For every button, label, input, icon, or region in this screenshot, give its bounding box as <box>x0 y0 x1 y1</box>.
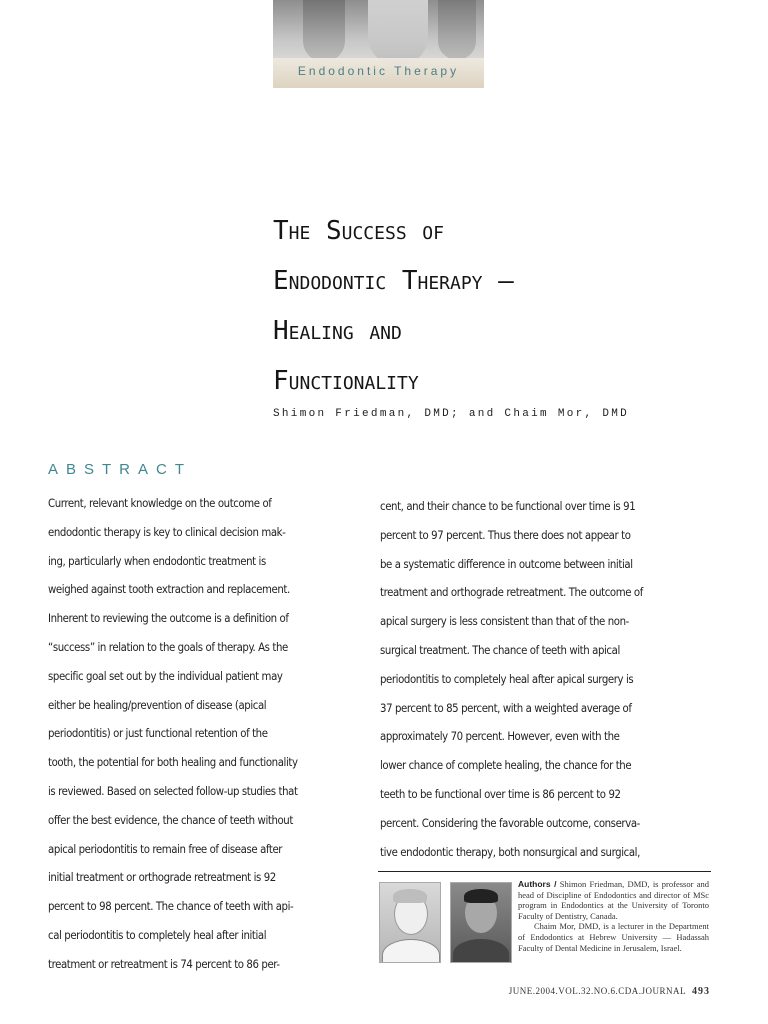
portrait-shoulders <box>382 939 440 963</box>
abstract-heading: ABSTRACT <box>48 461 193 478</box>
text-line: offer the best evidence, the chance of teeth without <box>48 813 293 827</box>
bio-text-friedman: Shimon Friedman, DMD, is professor and head of Discipline of Endodontics and director of MSc program in Endodontics at the University of Toronto Faculty of Dentistry, Canada. <box>518 879 709 921</box>
text-line: tooth, the potential for both healing and functionality <box>48 756 298 770</box>
text-line: either be healing/prevention of disease (apical <box>48 698 267 712</box>
text-line: periodontitis to completely heal after apical surgery is <box>380 672 634 686</box>
author-byline: Shimon Friedman, DMD; and Chaim Mor, DMD <box>273 408 630 420</box>
text-line: percent to 98 percent. The chance of teeth with api- <box>48 900 294 914</box>
portrait-hair <box>393 889 427 903</box>
text-line: teeth to be functional over time is 86 percent to 92 <box>380 787 621 801</box>
text-line: apical periodontitis to remain free of disease after <box>48 842 283 856</box>
text-line: initial treatment or orthograde retreatment is 92 <box>48 871 276 885</box>
page-footer <box>470 986 710 997</box>
text-line: specific goal set out by the individual patient may <box>48 669 283 683</box>
text-line: apical surgery is less consistent than that of the non- <box>380 615 629 629</box>
journal-citation: JUNE.2004.VOL.32.NO.6.CDA.JOURNAL <box>508 986 686 996</box>
portrait-hair <box>464 889 498 903</box>
text-line: Inherent to reviewing the outcome is a definition of <box>48 612 289 626</box>
text-line: cal periodontitis to completely heal after initial <box>48 928 267 942</box>
abstract-right-column <box>380 500 710 874</box>
title-line: Endodontic Therapy — <box>273 266 514 296</box>
text-line: percent to 97 percent. Thus there does not appear to <box>380 528 631 542</box>
portrait-shoulders <box>453 939 509 963</box>
text-line: “success” in relation to the goals of therapy. As the <box>48 640 288 654</box>
text-line: be a systematic difference in outcome between initial <box>380 557 633 571</box>
text-line: treatment or retreatment is 74 percent to 86 per- <box>48 957 280 971</box>
section-label: Endodontic Therapy <box>297 64 460 78</box>
section-banner <box>273 0 484 88</box>
xray-image-shape <box>368 0 428 66</box>
author-photo-friedman <box>379 882 441 963</box>
text-line: surgical treatment. The chance of teeth with apical <box>380 643 620 657</box>
text-line: endodontic therapy is key to clinical decision mak- <box>48 525 286 539</box>
author-bio <box>518 879 709 953</box>
divider-rule <box>378 871 711 872</box>
text-line: weighed against tooth extraction and replacement. <box>48 583 290 597</box>
text-line: lower chance of complete healing, the chance for the <box>380 759 632 773</box>
text-line: 37 percent to 85 percent, with a weighted average of <box>380 701 632 715</box>
text-line: Current, relevant knowledge on the outcome of <box>48 497 272 510</box>
xray-image-shape <box>438 0 476 60</box>
text-line: is reviewed. Based on selected follow-up studies that <box>48 784 298 798</box>
title-line: The Success of <box>273 216 444 246</box>
text-line: approximately 70 percent. However, even with the <box>380 730 620 744</box>
text-line: tive endodontic therapy, both nonsurgical and surgical, <box>380 845 640 859</box>
title-line: Functionality <box>273 366 419 396</box>
text-line: percent. Considering the favorable outcome, conserva- <box>380 816 640 830</box>
text-line: periodontitis) or just functional retention of the <box>48 727 268 741</box>
author-photo-mor <box>450 882 512 963</box>
title-line: Healing and <box>273 316 402 346</box>
bio-lead: Authors / <box>518 879 557 889</box>
text-line: cent, and their chance to be functional over time is 91 <box>380 500 636 513</box>
text-line: treatment and orthograde retreatment. The outcome of <box>380 586 643 600</box>
bio-text-mor: Chaim Mor, DMD, is a lecturer in the Department of Endodontics at Hebrew University — Hadassah Faculty of Dental Medicine in Jerusalem, Israel. <box>518 921 709 953</box>
text-line: ing, particularly when endodontic treatment is <box>48 554 266 568</box>
xray-image-shape <box>303 0 345 62</box>
page-number: 493 <box>692 986 710 997</box>
bio-paragraph <box>518 879 709 921</box>
article-title <box>273 206 723 406</box>
abstract-left-column <box>48 497 366 987</box>
